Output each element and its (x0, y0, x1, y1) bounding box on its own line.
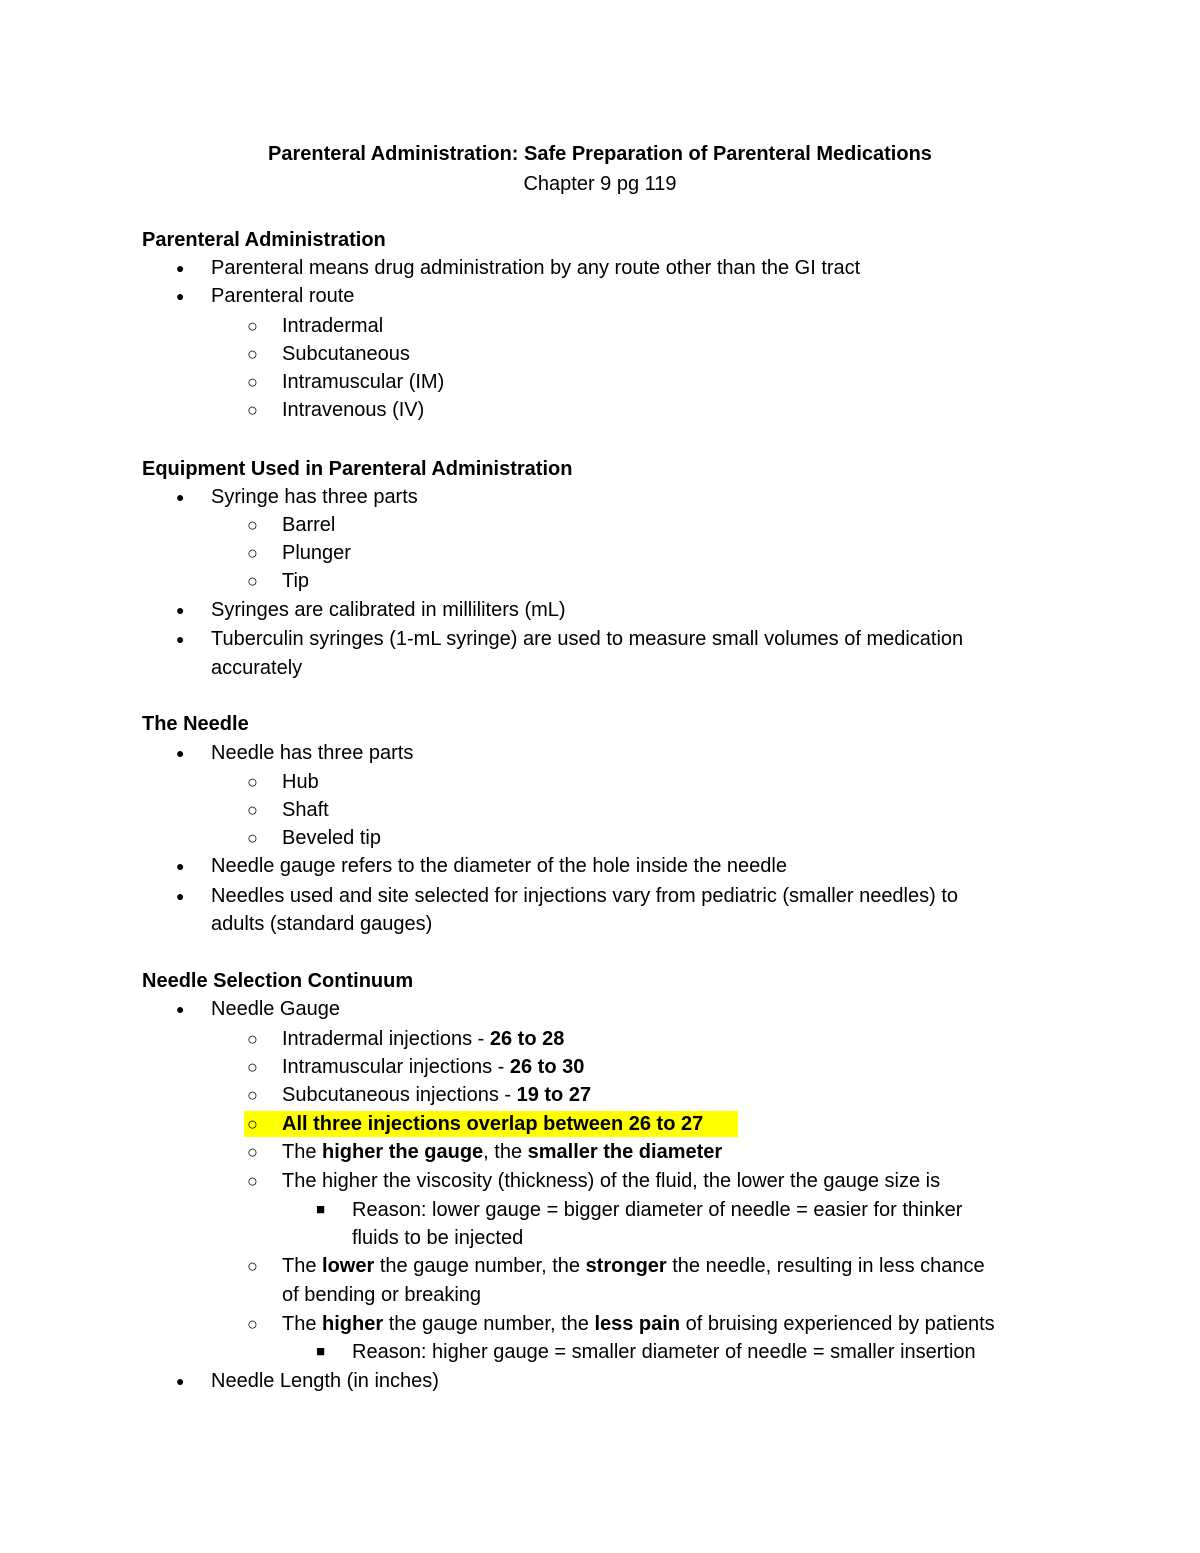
filled-bullet-icon: ● (176, 288, 185, 304)
hollow-bullet-icon: ○ (247, 1057, 258, 1077)
hollow-bullet-icon: ○ (247, 316, 258, 336)
list-item-continuation: of bending or breaking (282, 1284, 482, 1306)
document-subtitle: Chapter 9 pg 119 (523, 173, 677, 195)
hollow-bullet-icon: ○ (247, 1256, 258, 1276)
hollow-bullet-icon: ○ (247, 515, 258, 535)
section-heading-needle-selection: Needle Selection Continuum (142, 970, 414, 992)
filled-bullet-icon: ● (176, 489, 185, 505)
hollow-bullet-icon: ○ (247, 800, 258, 820)
filled-bullet-icon: ● (176, 631, 185, 647)
list-item: ● Needle gauge refers to the diameter of the hole inside the needle (176, 855, 787, 877)
section-heading-equipment: Equipment Used in Parenteral Administration (142, 458, 573, 480)
list-item: ● Needle Length (in inches) (176, 1370, 439, 1392)
hollow-bullet-icon: ○ (247, 1114, 258, 1134)
filled-bullet-icon: ● (176, 745, 185, 761)
filled-bullet-icon: ● (176, 888, 185, 904)
list-item: ○ Tip (247, 570, 310, 592)
filled-bullet-icon: ● (176, 1001, 185, 1017)
list-item: ○ Barrel (247, 514, 336, 536)
hollow-bullet-icon: ○ (247, 372, 258, 392)
list-item: ● Needle has three parts (176, 742, 414, 764)
list-item: ● Parenteral means drug administration by any route other than the GI tract (176, 257, 861, 279)
square-bullet-icon: ■ (316, 1343, 326, 1360)
list-item-continuation: accurately (211, 657, 303, 679)
list-item-continuation: adults (standard gauges) (211, 913, 433, 935)
hollow-bullet-icon: ○ (247, 1142, 258, 1162)
hollow-bullet-icon: ○ (247, 772, 258, 792)
section-heading-the-needle: The Needle (142, 713, 249, 735)
highlighted-list-item: ○ All three injections overlap between 26 to 27 (0, 1111, 1200, 1137)
hollow-bullet-icon: ○ (247, 1085, 258, 1105)
hollow-bullet-icon: ○ (247, 828, 258, 848)
list-item: ○ Intradermal injections - 26 to 28 (247, 1028, 565, 1050)
hollow-bullet-icon: ○ (247, 400, 258, 420)
section-heading-parenteral-administration: Parenteral Administration (142, 229, 386, 251)
list-item: ○ Intramuscular (IM) (247, 371, 445, 393)
filled-bullet-icon: ● (176, 260, 185, 276)
list-item: ○ Hub (247, 771, 319, 793)
list-item: ○ Beveled tip (247, 827, 381, 849)
list-item: ○ Intradermal (247, 315, 384, 337)
list-item: ○ The lower the gauge number, the stronger the needle, resulting in less chance (247, 1255, 985, 1277)
filled-bullet-icon: ● (176, 858, 185, 874)
list-item: ● Syringe has three parts (176, 486, 418, 508)
list-item: ● Tuberculin syringes (1-mL syringe) are used to measure small volumes of medication (176, 628, 964, 650)
list-item: ● Parenteral route (176, 285, 355, 307)
list-item: ○ The higher the gauge, the smaller the diameter (247, 1141, 723, 1163)
filled-bullet-icon: ● (176, 602, 185, 618)
list-item: ○ The higher the gauge number, the less pain of bruising experienced by patients (247, 1313, 995, 1335)
square-bullet-icon: ■ (316, 1201, 326, 1218)
list-item: ● Needle Gauge (176, 998, 340, 1020)
hollow-bullet-icon: ○ (247, 1029, 258, 1049)
list-item: ○ Shaft (247, 799, 329, 821)
list-item: ○ Plunger (247, 542, 351, 564)
hollow-bullet-icon: ○ (247, 344, 258, 364)
list-item: ■ Reason: lower gauge = bigger diameter of needle = easier for thinker (316, 1199, 963, 1221)
list-item: ○ Subcutaneous (247, 343, 410, 365)
filled-bullet-icon: ● (176, 1373, 185, 1389)
hollow-bullet-icon: ○ (247, 1171, 258, 1191)
list-item: ○ Intramuscular injections - 26 to 30 (247, 1056, 585, 1078)
hollow-bullet-icon: ○ (247, 571, 258, 591)
document-title: Parenteral Administration: Safe Preparation of Parenteral Medications (268, 143, 932, 165)
list-item: ○ Intravenous (IV) (247, 399, 425, 421)
list-item: ○ The higher the viscosity (thickness) of the fluid, the lower the gauge size is (247, 1170, 941, 1192)
hollow-bullet-icon: ○ (247, 1314, 258, 1334)
list-item: ● Needles used and site selected for injections vary from pediatric (smaller needles) to (176, 885, 959, 907)
list-item-continuation: fluids to be injected (352, 1227, 524, 1249)
list-item: ○ Subcutaneous injections - 19 to 27 (247, 1084, 592, 1106)
list-item: ● Syringes are calibrated in milliliters (mL) (176, 599, 566, 621)
list-item: ■ Reason: higher gauge = smaller diameter of needle = smaller insertion (316, 1341, 976, 1363)
hollow-bullet-icon: ○ (247, 543, 258, 563)
